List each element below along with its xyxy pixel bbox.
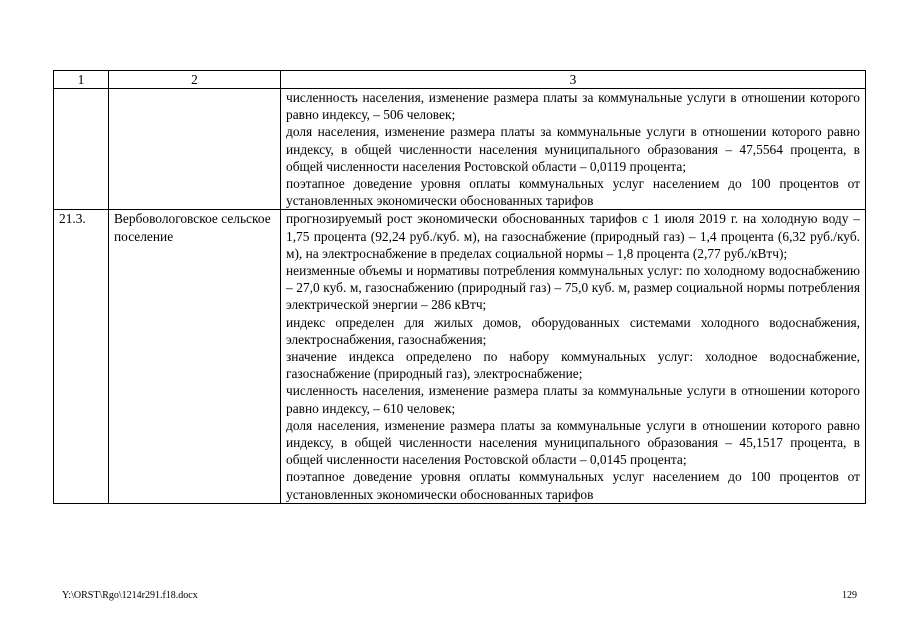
page-number: 129 [842,590,857,601]
table-row [54,89,866,210]
document-table [53,70,866,504]
row-number-cell [54,89,109,210]
footer-file-path: Y:\ORST\Rgo\1214r291.f18.docx [62,590,198,601]
row-name-cell: Вербовологовское сельское поселение [109,210,281,503]
paragraph: неизменные объемы и нормативы потребления коммунальных услуг: по холодному водоснабжению – 27,0 куб. м, газоснабжению (природный газ) – 75,0 куб. м, размер социальной нормы потребления электрической энергии – 286 кВтч; [286,263,860,313]
row-name-cell [109,89,281,210]
table-header-row [54,71,866,89]
paragraph: индекс определен для жилых домов, оборудованных системами холодного водоснабжения, электроснабжения, газоснабжения; [286,314,860,347]
paragraph: доля населения, изменение размера платы за коммунальные услуги в отношении которого равно индексу, в общей численности населения муниципального образования – 45,1517 процента, в общей численности населения Ростовской области – 0,0145 процента; [286,417,860,468]
paragraph: поэтапное доведение уровня оплаты коммунальных услуг населением до 100 процентов от установленных экономически обоснованных тарифов [286,176,860,209]
row-description-cell [281,210,866,503]
header-col-3: 3 [281,71,866,89]
paragraph: прогнозируемый рост экономически обоснованных тарифов с 1 июля 2019 г. на холодную воду – 1,75 процента (92,24 руб./куб. м), на газоснабжение (природный газ) – 1,4 процента (6,32 руб./куб. м), на электроснабжение в пределах социальной нормы – 1,8 процента (2,77 руб./кВтч); [286,211,860,261]
row-description-cell [281,89,866,210]
table-row [54,210,866,503]
paragraph: поэтапное доведение уровня оплаты коммунальных услуг населением до 100 процентов от установленных экономически обоснованных тарифов [286,469,860,502]
paragraph: значение индекса определено по набору коммунальных услуг: холодное водоснабжение, газоснабжение (природный газ), электроснабжение; [286,349,860,382]
paragraph: доля населения, изменение размера платы за коммунальные услуги в отношении которого равно индексу, в общей численности населения муниципального образования – 47,5564 процента, в общей численности населения Ростовской области – 0,0119 процента; [286,124,860,174]
paragraph: численность населения, изменение размера платы за коммунальные услуги в отношении которого равно индексу, – 610 человек; [286,383,860,416]
row-number-cell: 21.3. [54,210,109,503]
paragraph: численность населения, изменение размера платы за коммунальные услуги в отношении которого равно индексу, – 506 человек; [286,90,860,123]
header-col-2: 2 [109,71,281,89]
header-col-1: 1 [54,71,109,89]
